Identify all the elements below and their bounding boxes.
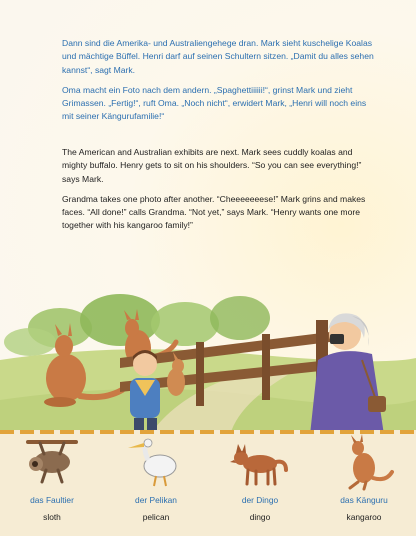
vocab-english: dingo: [249, 512, 271, 522]
german-paragraph: Oma macht ein Foto nach dem andern. „Spaghettiiiiii!“, grinst Mark und zieht Grimassen. „Fertig!“, ruft Oma. „Noch nicht“, erwidert Mark, „Henri will noch eins mit seiner Kängurufamilie!“: [62, 84, 367, 122]
sloth-icon: [22, 434, 82, 492]
dingo-icon: [230, 434, 290, 492]
vocab-german: der Pelikan: [135, 495, 177, 505]
camera-icon: [330, 334, 344, 344]
english-paragraph: Grandma takes one photo after another. “Cheeeeeeese!” Mark grins and makes faces. “All done!” calls Grandma. “Not yet,” says Mark. “Henry wants one more together with his kangaroo family!”: [62, 193, 366, 231]
vocab-item: [0, 434, 104, 534]
vocab-german: das Faultier: [30, 495, 74, 505]
zoo-illustration: [0, 250, 416, 435]
english-paragraph: The American and Australian exhibits are next. Mark sees cuddly koalas and mighty buffalo. Henry gets to sit on his shoulders. “So you can see everything!” says Mark.: [62, 147, 362, 184]
german-paragraph: Dann sind die Amerika- und Australiengehege dran. Mark sieht kuschelige Koalas und mächtige Büffel. Henri darf auf seinen Schultern sitzen. „Damit du alles sehen kannst“, sagt Mark.: [62, 38, 374, 75]
kangaroo-icon: [334, 434, 394, 492]
zoo-scene-svg: [0, 250, 416, 435]
english-story-text: [62, 146, 380, 240]
vocab-item: [104, 434, 208, 534]
vocab-english: kangaroo: [346, 512, 382, 522]
vocab-item: [208, 434, 312, 534]
vocab-english: pelican: [142, 512, 170, 522]
vocab-german: der Dingo: [241, 495, 279, 505]
vocab-item: [312, 434, 416, 534]
german-story-text: [62, 37, 380, 131]
vocab-english: sloth: [43, 512, 61, 522]
pelican-icon: [126, 434, 186, 492]
vocab-german: das Känguru: [340, 495, 388, 505]
